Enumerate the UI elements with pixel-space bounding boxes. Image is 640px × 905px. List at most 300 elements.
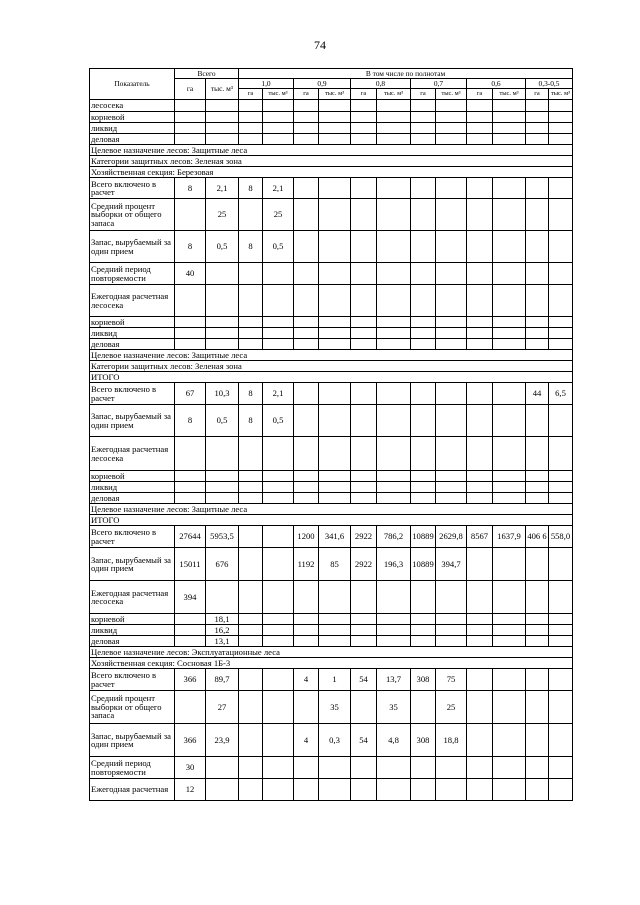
table-cell [493,199,526,231]
table-cell: 18,8 [436,724,467,757]
table-cell [493,123,526,134]
table-cell: 10889 [411,548,436,581]
table-cell: 4 [294,669,319,691]
table-cell: 15011 [175,548,206,581]
table-cell [467,437,493,471]
table-cell [263,526,294,548]
table-cell [294,757,319,779]
table-row [90,724,595,757]
table-body [90,100,595,801]
table-row [90,471,595,482]
table-cell [206,134,239,145]
table-cell [351,493,377,504]
section-title: Целевое назначение лесов: Защитные леса [90,504,573,515]
table-row [90,779,595,801]
row-label: Средний процент выборки от общего запаса [90,199,175,231]
table-cell [493,285,526,317]
table-cell [175,112,206,123]
table-cell: 394 [175,581,206,614]
table-cell [239,625,263,636]
table-cell [411,339,436,350]
table-cell [294,178,319,199]
section-row [90,361,595,372]
table-cell [549,471,573,482]
table-cell [294,482,319,493]
table-cell [239,614,263,625]
table-cell [351,482,377,493]
table-cell [351,123,377,134]
table-cell [377,112,411,123]
row-label: корневой [90,471,175,482]
table-cell [493,231,526,263]
table-cell [239,263,263,285]
table-cell [411,581,436,614]
table-cell [411,100,436,112]
header-by-density: В том числе по полнотам [239,69,573,79]
table-row [90,437,595,471]
table-cell [467,405,493,437]
table-cell [467,548,493,581]
table-cell [239,636,263,647]
table-cell [351,437,377,471]
table-cell [351,614,377,625]
table-cell [526,471,549,482]
table-cell [377,134,411,145]
table-cell [239,100,263,112]
row-label: лесосека [90,100,175,112]
table-row [90,405,595,437]
table-cell [294,581,319,614]
table-cell [319,614,351,625]
table-cell [526,691,549,724]
table-cell [263,493,294,504]
table-cell [493,339,526,350]
table-cell [467,779,493,801]
table-cell [263,328,294,339]
table-cell [294,123,319,134]
table-cell [411,231,436,263]
table-cell [526,493,549,504]
section-title: Хозяйственная секция: Сосновая 1Б-3 [90,658,573,669]
table-cell [493,405,526,437]
section-title: Категории защитных лесов: Зеленая зона [90,156,573,167]
table-cell [377,383,411,405]
table-cell: 1637,9 [493,526,526,548]
table-cell [263,757,294,779]
table-cell [493,636,526,647]
row-label: деловая [90,493,175,504]
section-row [90,156,595,167]
table-cell [526,231,549,263]
header-m3: тыс. м³ [549,89,573,100]
section-title: Хозяйственная секция: Березовая [90,167,573,178]
table-cell [436,123,467,134]
table-cell: 0,5 [206,231,239,263]
table-cell [436,405,467,437]
table-cell: 2,1 [206,178,239,199]
table-cell [319,493,351,504]
table-row [90,178,595,199]
table-cell [319,199,351,231]
table-cell [467,724,493,757]
table-cell [526,339,549,350]
table-cell [351,636,377,647]
table-cell [263,112,294,123]
table-cell: 75 [436,669,467,691]
table-cell [319,112,351,123]
table-cell [467,328,493,339]
table-cell [436,134,467,145]
table-cell: 0,3 [319,724,351,757]
table-cell [175,471,206,482]
table-cell [493,614,526,625]
table-cell [377,285,411,317]
table-cell [411,285,436,317]
table-cell [377,482,411,493]
table-cell [319,405,351,437]
table-cell [175,199,206,231]
table-cell [493,757,526,779]
table-cell [175,437,206,471]
table-cell [175,339,206,350]
row-label: Ежегодная расчетная [90,779,175,801]
table-cell [493,625,526,636]
table-cell: 85 [319,548,351,581]
table-cell [549,339,573,350]
table-cell: 4 [294,724,319,757]
table-cell [436,285,467,317]
table-cell [467,482,493,493]
table-cell [239,317,263,328]
table-cell: 0,5 [263,405,294,437]
table-cell [436,263,467,285]
header-ha: га [294,89,319,100]
table-cell: 4,8 [377,724,411,757]
table-cell: 8 [239,178,263,199]
table-cell [239,199,263,231]
table-cell [411,636,436,647]
table-cell: 25 [436,691,467,724]
table-cell [351,199,377,231]
table-cell [549,231,573,263]
table-cell [206,123,239,134]
table-row [90,614,595,625]
table-cell [239,724,263,757]
table-cell [467,636,493,647]
section-row [90,145,595,156]
table-cell [351,134,377,145]
table-cell [319,471,351,482]
table-cell [467,471,493,482]
table-cell [175,482,206,493]
table-cell [526,178,549,199]
table-row [90,493,595,504]
table-cell [239,328,263,339]
table-cell [351,285,377,317]
table-cell [549,178,573,199]
table-cell [239,669,263,691]
table-cell [175,285,206,317]
table-cell [319,123,351,134]
table-cell: 16,2 [206,625,239,636]
table-cell [377,199,411,231]
table-cell: 2,1 [263,383,294,405]
header-density: 0,3-0,5 [526,79,573,89]
header-m3: тыс. м³ [493,89,526,100]
table-cell [549,548,573,581]
table-cell [549,614,573,625]
table-cell [239,285,263,317]
table-cell [319,134,351,145]
table-row [90,339,595,350]
table-cell: 13,7 [377,669,411,691]
table-cell [206,482,239,493]
table-row [90,285,595,317]
row-label: корневой [90,317,175,328]
table-cell: 1192 [294,548,319,581]
table-cell: 406 6 [526,526,549,548]
table-cell [377,231,411,263]
table-cell [377,123,411,134]
table-cell: 2,1 [263,178,294,199]
table-cell: 10889 [411,526,436,548]
table-cell [263,437,294,471]
section-row [90,167,595,178]
section-row [90,372,595,383]
table-cell [467,285,493,317]
table-row [90,636,595,647]
table-cell [206,757,239,779]
table-cell [493,471,526,482]
table-cell: 0,5 [263,231,294,263]
section-title: Категории защитных лесов: Зеленая зона [90,361,573,372]
table-cell [377,405,411,437]
section-title: Целевое назначение лесов: Защитные леса [90,350,573,361]
header-density: 0,8 [351,79,411,89]
table-cell: 8 [239,231,263,263]
header-ha: га [351,89,377,100]
table-cell [436,471,467,482]
table-cell [493,178,526,199]
table-row [90,625,595,636]
table-cell [294,691,319,724]
header-ha: га [526,89,549,100]
table-cell [263,779,294,801]
table-cell [526,112,549,123]
table-cell: 5953,5 [206,526,239,548]
table-cell [175,493,206,504]
row-label: ликвид [90,482,175,493]
table-cell [206,285,239,317]
table-cell [377,339,411,350]
table-cell [294,437,319,471]
table-cell [206,493,239,504]
header-ha: га [239,89,263,100]
table-cell [377,178,411,199]
table-cell [263,636,294,647]
table-cell [263,581,294,614]
table-cell [549,123,573,134]
table-cell: 25 [206,199,239,231]
table-row [90,383,595,405]
table-cell [549,112,573,123]
table-cell [239,581,263,614]
table-cell [526,100,549,112]
row-label: Запас, вырубаемый за один прием [90,724,175,757]
table-cell [436,100,467,112]
header-total-m3: тыс. м³ [206,79,239,100]
section-title: Целевое назначение лесов: Защитные леса [90,145,573,156]
table-cell: 366 [175,669,206,691]
table-cell [526,263,549,285]
table-cell [549,134,573,145]
table-row [90,669,595,691]
table-cell [294,317,319,328]
table-cell [436,757,467,779]
table-cell [319,285,351,317]
row-label: Запас, вырубаемый за один прием [90,548,175,581]
table-cell [493,100,526,112]
table-cell [411,471,436,482]
table-cell [411,123,436,134]
table-row [90,691,595,724]
table-cell [206,339,239,350]
table-cell [526,134,549,145]
table-cell: 6,5 [549,383,573,405]
row-label: Ежегодная расчетная лесосека [90,285,175,317]
table-cell [351,328,377,339]
table-cell [549,757,573,779]
table-cell [294,263,319,285]
table-cell: 1200 [294,526,319,548]
table-cell [351,471,377,482]
table-cell [239,691,263,724]
section-title: ИТОГО [90,515,573,526]
table-cell [526,548,549,581]
table-cell [549,779,573,801]
table-cell [263,317,294,328]
row-label: Всего включено в расчет [90,526,175,548]
table-cell [436,636,467,647]
table-cell [526,625,549,636]
table-cell [549,199,573,231]
table-cell [377,581,411,614]
table-cell [351,231,377,263]
table-cell [549,328,573,339]
table-row [90,134,595,145]
header-density: 0,9 [294,79,351,89]
table-cell [377,614,411,625]
table-cell: 0,5 [206,405,239,437]
table-cell [493,779,526,801]
table-cell [351,383,377,405]
table-cell [263,482,294,493]
table-cell [377,100,411,112]
table-cell [377,636,411,647]
table-cell [467,669,493,691]
table-row [90,548,595,581]
table-cell [526,614,549,625]
table-cell [467,134,493,145]
table-cell [493,581,526,614]
table-cell [526,328,549,339]
table-cell [549,317,573,328]
table-cell: 196,3 [377,548,411,581]
table-cell: 54 [351,724,377,757]
table-cell [294,405,319,437]
row-label: Всего включено в расчет [90,383,175,405]
table-cell [294,328,319,339]
table-cell [351,625,377,636]
header-m3: тыс. м³ [436,89,467,100]
table-cell [319,317,351,328]
table-cell [351,263,377,285]
table-cell [175,328,206,339]
table-cell [319,625,351,636]
table-row [90,123,595,134]
table-cell: 18,1 [206,614,239,625]
section-row [90,658,595,669]
table-row [90,328,595,339]
table-row [90,581,595,614]
table-cell [493,724,526,757]
table-cell [467,625,493,636]
table-cell [467,123,493,134]
table-cell: 8 [175,231,206,263]
row-label: деловая [90,134,175,145]
table-cell [467,493,493,504]
table-cell [411,199,436,231]
table-cell [377,437,411,471]
table-cell [239,493,263,504]
table-cell [411,614,436,625]
table-cell [526,724,549,757]
row-label: корневой [90,614,175,625]
table-cell [351,405,377,437]
table-cell [493,263,526,285]
table-cell: 67 [175,383,206,405]
table-cell [436,112,467,123]
table-cell [263,263,294,285]
table-cell: 394,7 [436,548,467,581]
table-cell: 8 [239,383,263,405]
table-cell [526,199,549,231]
table-cell [294,471,319,482]
table-cell [263,123,294,134]
table-cell [436,199,467,231]
table-cell [467,383,493,405]
table-cell [467,317,493,328]
table-cell [263,471,294,482]
table-cell [436,614,467,625]
table-cell [549,636,573,647]
table-cell: 27 [206,691,239,724]
row-label: деловая [90,339,175,350]
table-cell: 44 [526,383,549,405]
table-row [90,231,595,263]
table-cell [263,285,294,317]
table-cell [239,526,263,548]
section-title: ИТОГО [90,372,573,383]
table-cell [263,100,294,112]
table-cell [526,317,549,328]
table-cell [351,100,377,112]
header-density: 1,0 [239,79,294,89]
table-cell [263,614,294,625]
table-cell [351,178,377,199]
table-cell [493,437,526,471]
table-cell [294,383,319,405]
